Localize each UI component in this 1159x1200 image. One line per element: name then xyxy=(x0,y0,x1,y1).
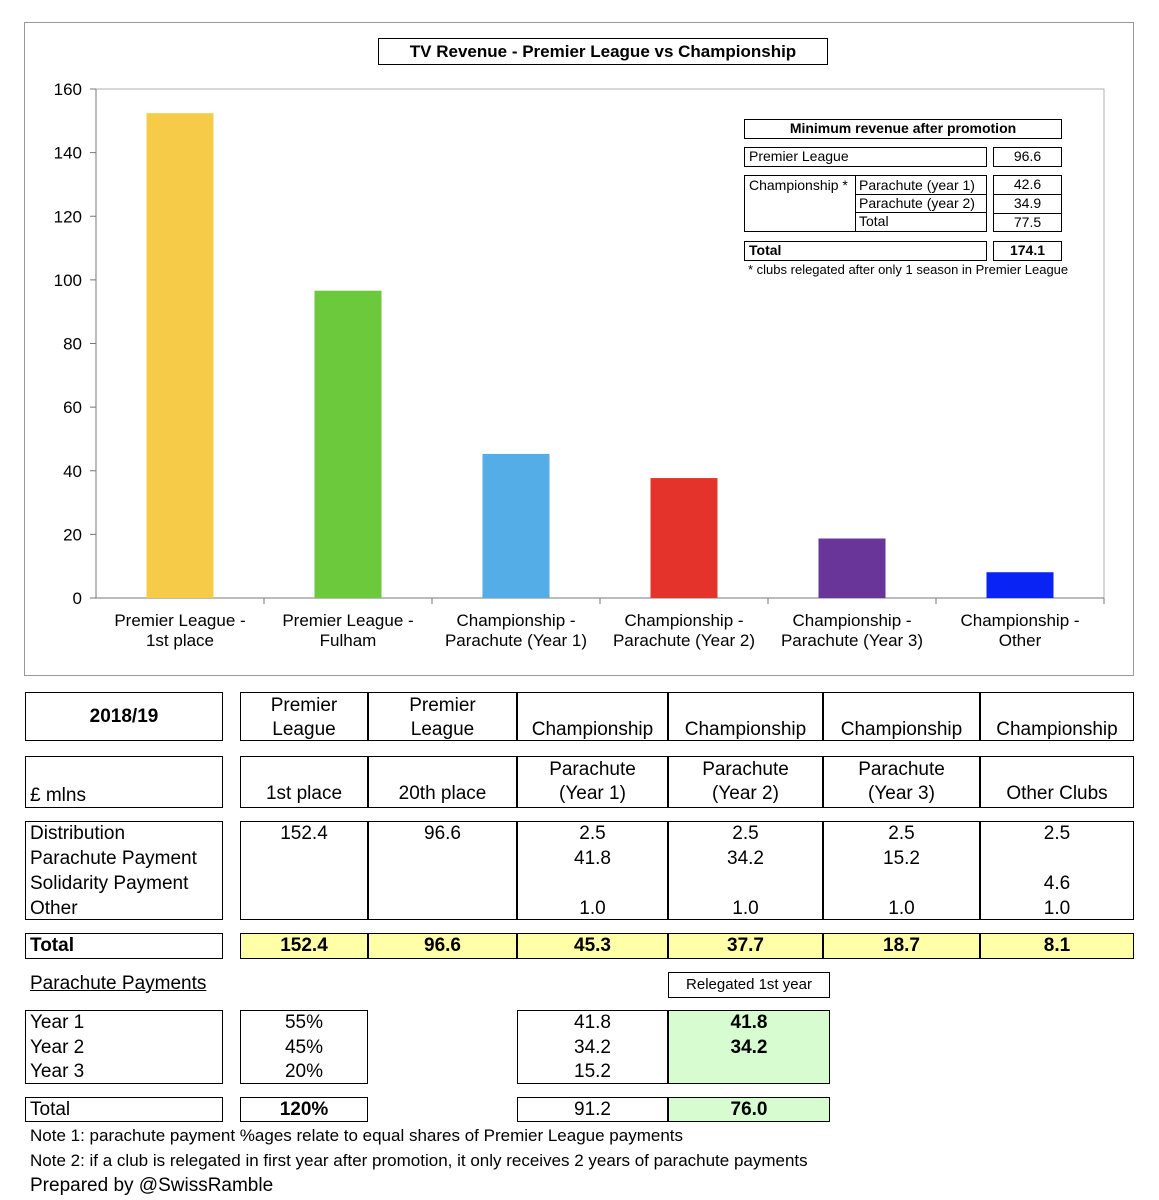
inset-p2-label-cell xyxy=(855,194,987,213)
year-amount-1: 41.8 xyxy=(574,1012,611,1033)
bar-3 xyxy=(483,454,550,598)
header-league-6 xyxy=(980,692,1134,741)
year-labels xyxy=(25,1010,223,1084)
x-tick-label: Championship - xyxy=(960,611,1080,630)
y-tick-label: 100 xyxy=(53,270,82,290)
bar-2 xyxy=(315,291,382,598)
header-position-4-line-1: Parachute xyxy=(702,759,789,780)
inset-pl-label-cell xyxy=(744,147,987,167)
total-cell-4: 37.7 xyxy=(668,933,823,959)
header-position-2 xyxy=(368,756,517,808)
total-cell-1: 152.4 xyxy=(240,933,368,959)
y-tick-label: 40 xyxy=(63,461,82,481)
bar-1 xyxy=(147,113,214,598)
unit-label: £ mlns xyxy=(30,785,86,806)
unit-label-cell xyxy=(25,756,223,808)
relegated-label: Relegated 1st year xyxy=(668,972,830,998)
inset-p1-value: 42.6 xyxy=(994,176,1061,195)
cell-r2-c3: 41.8 xyxy=(574,848,611,869)
x-tick-label: Parachute (Year 1) xyxy=(444,631,588,650)
header-league-5-line-2: Championship xyxy=(840,719,963,740)
x-tick-label: Premier League - xyxy=(282,611,414,630)
data-column-6 xyxy=(980,821,1134,920)
inset-p1-label: Parachute (year 1) xyxy=(859,177,975,193)
cell-r1-c2: 96.6 xyxy=(424,823,461,844)
inset-championship-cell xyxy=(744,175,987,232)
y-tick-label: 80 xyxy=(63,334,82,354)
header-league-4-line-2: Championship xyxy=(684,719,807,740)
data-column-4 xyxy=(668,821,823,920)
y-tick-label: 0 xyxy=(72,589,82,608)
header-league-1-line-1: Premier xyxy=(270,695,338,716)
relegated-amount-2: 34.2 xyxy=(730,1036,768,1058)
year-label-3: Year 3 xyxy=(30,1061,85,1082)
inset-sub-value: 77.5 xyxy=(1013,214,1042,230)
header-position-1 xyxy=(240,756,368,808)
data-column-5 xyxy=(823,821,980,920)
inset-p2-label: Parachute (year 2) xyxy=(859,195,975,211)
header-position-4 xyxy=(668,756,823,808)
cell-r1-c4: 2.5 xyxy=(732,823,759,844)
cell-r1-c5: 2.5 xyxy=(888,823,915,844)
data-column-1 xyxy=(240,821,368,920)
x-tick-label: Fulham xyxy=(319,631,377,650)
header-league-1 xyxy=(240,692,368,741)
row-label-2: Parachute Payment xyxy=(30,848,197,869)
header-league-3-line-2: Championship xyxy=(531,719,654,740)
header-league-4 xyxy=(668,692,823,741)
chart-title: TV Revenue - Premier League vs Championship xyxy=(378,38,828,65)
inset-ch-values xyxy=(993,175,1062,232)
parachute-total-amount: 91.2 xyxy=(517,1097,668,1122)
parachute-heading: Parachute Payments xyxy=(30,973,207,994)
cell-r4-c6: 1.0 xyxy=(1043,898,1071,919)
total-cell-5: 18.7 xyxy=(823,933,980,959)
header-position-1-line-2: 1st place xyxy=(265,783,343,804)
y-tick-label: 20 xyxy=(63,525,82,545)
header-league-5 xyxy=(823,692,980,741)
header-league-2-line-2: League xyxy=(410,719,475,740)
inset-sub-label: Total xyxy=(859,213,889,229)
total-cell-3: 45.3 xyxy=(517,933,668,959)
x-tick-label: Parachute (Year 3) xyxy=(780,631,924,650)
header-position-6-line-2: Other Clubs xyxy=(1006,783,1108,804)
header-league-6-line-2: Championship xyxy=(996,719,1118,740)
x-tick-label: Championship - xyxy=(624,611,744,630)
year-pct-1: 55% xyxy=(284,1012,324,1033)
y-tick-label: 140 xyxy=(53,143,82,163)
total-cell-6: 8.1 xyxy=(980,933,1134,959)
header-league-2-line-1: Premier xyxy=(409,695,476,716)
cell-r1-c6: 2.5 xyxy=(1043,823,1071,844)
relegated-amounts xyxy=(668,1010,830,1084)
header-position-3-line-1: Parachute xyxy=(549,759,636,780)
year-amounts xyxy=(517,1010,668,1084)
header-position-6 xyxy=(980,756,1134,808)
inset-total-label: Total xyxy=(749,242,782,258)
total-label: Total xyxy=(25,933,223,959)
credit: Prepared by @SwissRamble xyxy=(30,1175,274,1196)
parachute-total-label: Total xyxy=(25,1097,223,1122)
header-position-5-line-1: Parachute xyxy=(858,759,945,780)
header-position-4-line-2: (Year 2) xyxy=(712,783,779,804)
y-tick-label: 160 xyxy=(53,80,82,99)
bar-5 xyxy=(819,539,886,598)
year-label-1: Year 1 xyxy=(30,1012,85,1033)
inset-p1-label-cell xyxy=(855,176,987,195)
year-pct-3: 20% xyxy=(284,1061,324,1082)
cell-r2-c5: 15.2 xyxy=(883,848,920,869)
header-position-2-line-2: 20th place xyxy=(398,783,487,804)
row-label-4: Other xyxy=(30,898,78,919)
row-label-3: Solidarity Payment xyxy=(30,873,189,894)
note-2: Note 2: if a club is relegated in first year after promotion, it only receives 2 years of parachute payments xyxy=(30,1151,808,1170)
inset-ch-label: Championship * xyxy=(749,177,848,193)
x-tick-label: Other xyxy=(998,631,1042,650)
header-league-3 xyxy=(517,692,668,741)
inset-p2-value: 34.9 xyxy=(994,195,1061,214)
inset-total-label-cell xyxy=(744,241,987,261)
parachute-total-pct: 120% xyxy=(240,1097,368,1122)
year-amount-3: 15.2 xyxy=(574,1061,611,1082)
inset-sub-label-cell xyxy=(855,212,987,231)
cell-r4-c5: 1.0 xyxy=(888,898,915,919)
inset-total-value: 174.1 xyxy=(993,241,1062,261)
x-tick-label: Championship - xyxy=(456,611,576,630)
x-tick-label: Premier League - xyxy=(114,611,246,630)
year-pcts xyxy=(240,1010,368,1084)
cell-r3-c6: 4.6 xyxy=(1043,873,1071,894)
data-column-2 xyxy=(368,821,517,920)
row-label-1: Distribution xyxy=(30,823,126,844)
header-position-5-line-2: (Year 3) xyxy=(868,783,935,804)
inset-footnote: * clubs relegated after only 1 season in Premier League xyxy=(748,262,1069,277)
inset-pl-value: 96.6 xyxy=(993,147,1062,167)
cell-r1-c3: 2.5 xyxy=(579,823,606,844)
x-tick-label: Championship - xyxy=(792,611,912,630)
x-tick-label: Parachute (Year 2) xyxy=(612,631,756,650)
row-labels xyxy=(25,821,223,920)
inset-pl-label: Premier League xyxy=(749,148,849,164)
header-league-1-line-2: League xyxy=(272,719,336,740)
cell-r4-c4: 1.0 xyxy=(732,898,759,919)
x-tick-label: 1st place xyxy=(145,631,215,650)
cell-r4-c3: 1.0 xyxy=(579,898,606,919)
total-cell-2: 96.6 xyxy=(368,933,517,959)
bar-4 xyxy=(651,478,718,598)
year-label-2: Year 2 xyxy=(30,1036,85,1058)
note-1: Note 1: parachute payment %ages relate to equal shares of Premier League payments xyxy=(30,1126,683,1145)
cell-r1-c1: 152.4 xyxy=(280,823,328,844)
y-tick-label: 60 xyxy=(63,398,82,418)
bar-6 xyxy=(987,572,1054,598)
y-tick-label: 120 xyxy=(53,207,82,227)
season-label: 2018/19 xyxy=(25,692,223,741)
header-league-2 xyxy=(368,692,517,741)
header-position-3 xyxy=(517,756,668,808)
cell-r2-c4: 34.2 xyxy=(727,848,764,869)
header-position-3-line-2: (Year 1) xyxy=(559,783,626,804)
header-position-5 xyxy=(823,756,980,808)
year-amount-2: 34.2 xyxy=(574,1036,611,1058)
parachute-total-relegated: 76.0 xyxy=(668,1097,830,1122)
data-column-3 xyxy=(517,821,668,920)
relegated-amount-1: 41.8 xyxy=(730,1012,768,1033)
inset-title: Minimum revenue after promotion xyxy=(744,119,1062,139)
year-pct-2: 45% xyxy=(284,1036,324,1058)
